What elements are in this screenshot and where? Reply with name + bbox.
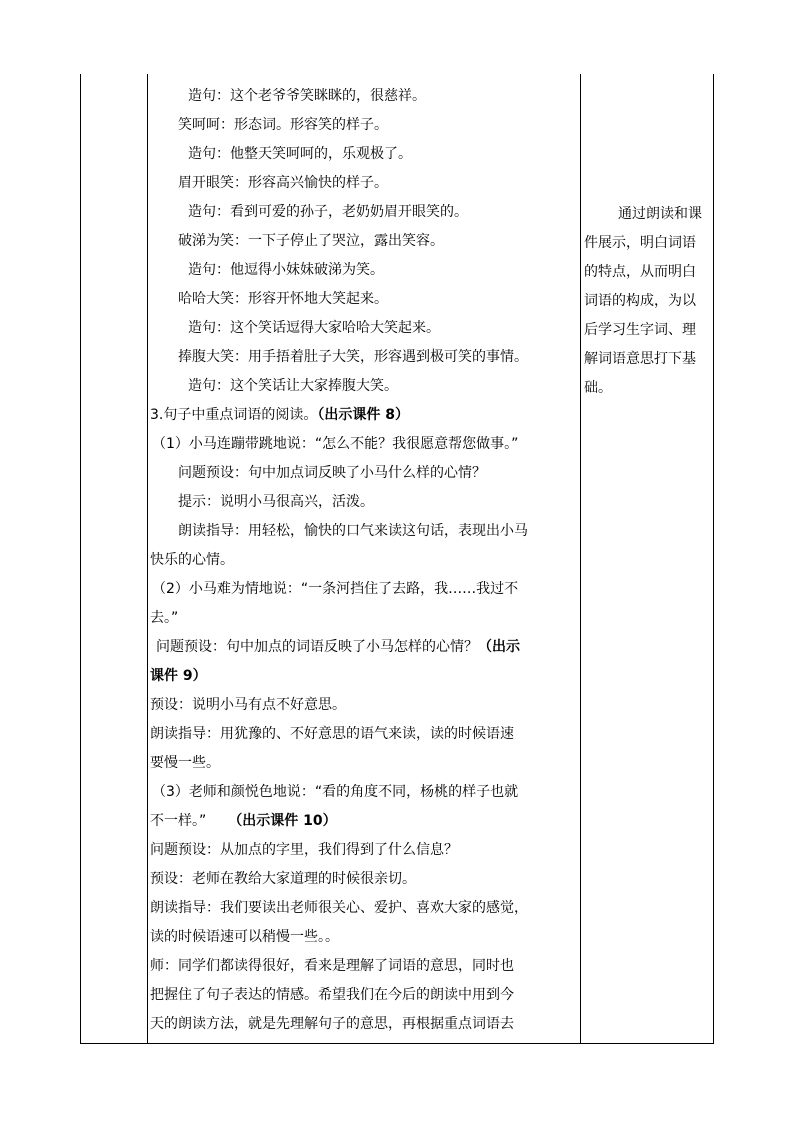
text-line: 哈哈大笑：形容开怀地大笑起来。: [178, 291, 388, 307]
text-line: （2）小马难为情地说：“一条河挡住了去路，我……我过不: [152, 581, 519, 597]
text-line: 捧腹大笑：用手捂着肚子大笑，形容遇到极可笑的事情。: [178, 349, 528, 365]
question-text: 问题预设：句中加点的词语反映了小马怎样的心情？: [156, 639, 478, 655]
text-line: 问题预设：句中加点词反映了小马什么样的心情？: [178, 465, 486, 481]
side-text-line: 件展示，明白词语: [584, 235, 696, 251]
side-text-line: 的特点，从而明白: [584, 264, 696, 280]
text-line: 问题预设：从加点的字里，我们得到了什么信息？: [150, 842, 458, 858]
text-line: 造句：这个老爷爷笑眯眯的，很慈祥。: [188, 88, 426, 104]
text-line: 把握住了句子表达的情感。希望我们在今后的朗读中用到今: [150, 987, 514, 1003]
text-line: 破涕为笑：一下子停止了哭泣，露出笑容。: [178, 233, 444, 249]
text-line: 朗读指导：用犹豫的、不好意思的语气来读，读的时候语速: [150, 726, 514, 742]
text-line: 提示：说明小马很高兴，活泼。: [178, 494, 374, 510]
side-text-line: 解词语意思打下基: [584, 351, 696, 367]
text-line: （3）老师和颜悦色地说：“看的角度不同，杨桃的样子也就: [152, 784, 519, 800]
text-line: [150, 807, 580, 836]
table-border-right: [713, 74, 714, 1044]
courseware-note: （出示: [478, 639, 520, 655]
table-border-column-2: [580, 74, 581, 1044]
text-line: 眉开眼笑：形容高兴愉快的样子。: [178, 175, 388, 191]
text-line: 朗读指导：用轻松，愉快的口气来读这句话，表现出小马: [178, 523, 528, 539]
text-line: （1）小马连蹦带跳地说：“怎么不能？我很愿意帮您做事。”: [152, 436, 519, 452]
text-line: 造句：他整天笑呵呵的，乐观极了。: [188, 146, 412, 162]
text-line: 预设：老师在教给大家道理的时候很亲切。: [150, 871, 416, 887]
text-line: 造句：他逗得小妹妹破涕为笑。: [188, 262, 384, 278]
side-text-line: 词语的构成，为以: [584, 293, 696, 309]
quote-end-text: 不一样。”: [150, 813, 207, 829]
text-line: 天的朗读方法，就是先理解句子的意思，再根据重点词语去: [150, 1016, 514, 1032]
courseware-note: （出示课件 8）: [317, 407, 409, 423]
courseware-note: 课件 9）: [150, 668, 207, 684]
text-line: 造句：这个笑话逗得大家哈哈大笑起来。: [188, 320, 440, 336]
text-line: 笑呵呵：形态词。形容笑的样子。: [178, 117, 388, 133]
table-border-left: [80, 74, 81, 1044]
text-line: 预设：说明小马有点不好意思。: [150, 697, 346, 713]
text-line: 要慢一些。: [150, 755, 220, 771]
section-heading: [150, 401, 580, 430]
side-text-line: 础。: [584, 380, 612, 396]
text-line: 朗读指导：我们要读出老师很关心、爱护、喜欢大家的感觉，: [150, 900, 528, 916]
text-line: 读的时候语速可以稍慢一些。。: [150, 929, 339, 945]
section-heading-text: 3.句子中重点词语的阅读。: [150, 407, 318, 423]
text-line: 造句：这个笑话让大家捧腹大笑。: [188, 378, 398, 394]
teaching-process-cell: [150, 82, 580, 1039]
side-text-line: 后学习生字词、理: [584, 322, 696, 338]
text-line: 师：同学们都读得很好，看来是理解了词语的意思，同时也: [150, 958, 514, 974]
text-line: [150, 633, 580, 662]
text-line: 去。”: [150, 610, 179, 626]
text-line: 快乐的心情。: [150, 552, 234, 568]
design-intent-cell: [584, 200, 710, 403]
table-border-bottom: [80, 1043, 714, 1044]
side-text-line: 通过朗读和课: [618, 206, 702, 222]
table-border-column-1: [147, 74, 148, 1044]
text-line: 造句：看到可爱的孙子，老奶奶眉开眼笑的。: [188, 204, 468, 220]
courseware-note: （出示课件 10）: [228, 813, 337, 829]
